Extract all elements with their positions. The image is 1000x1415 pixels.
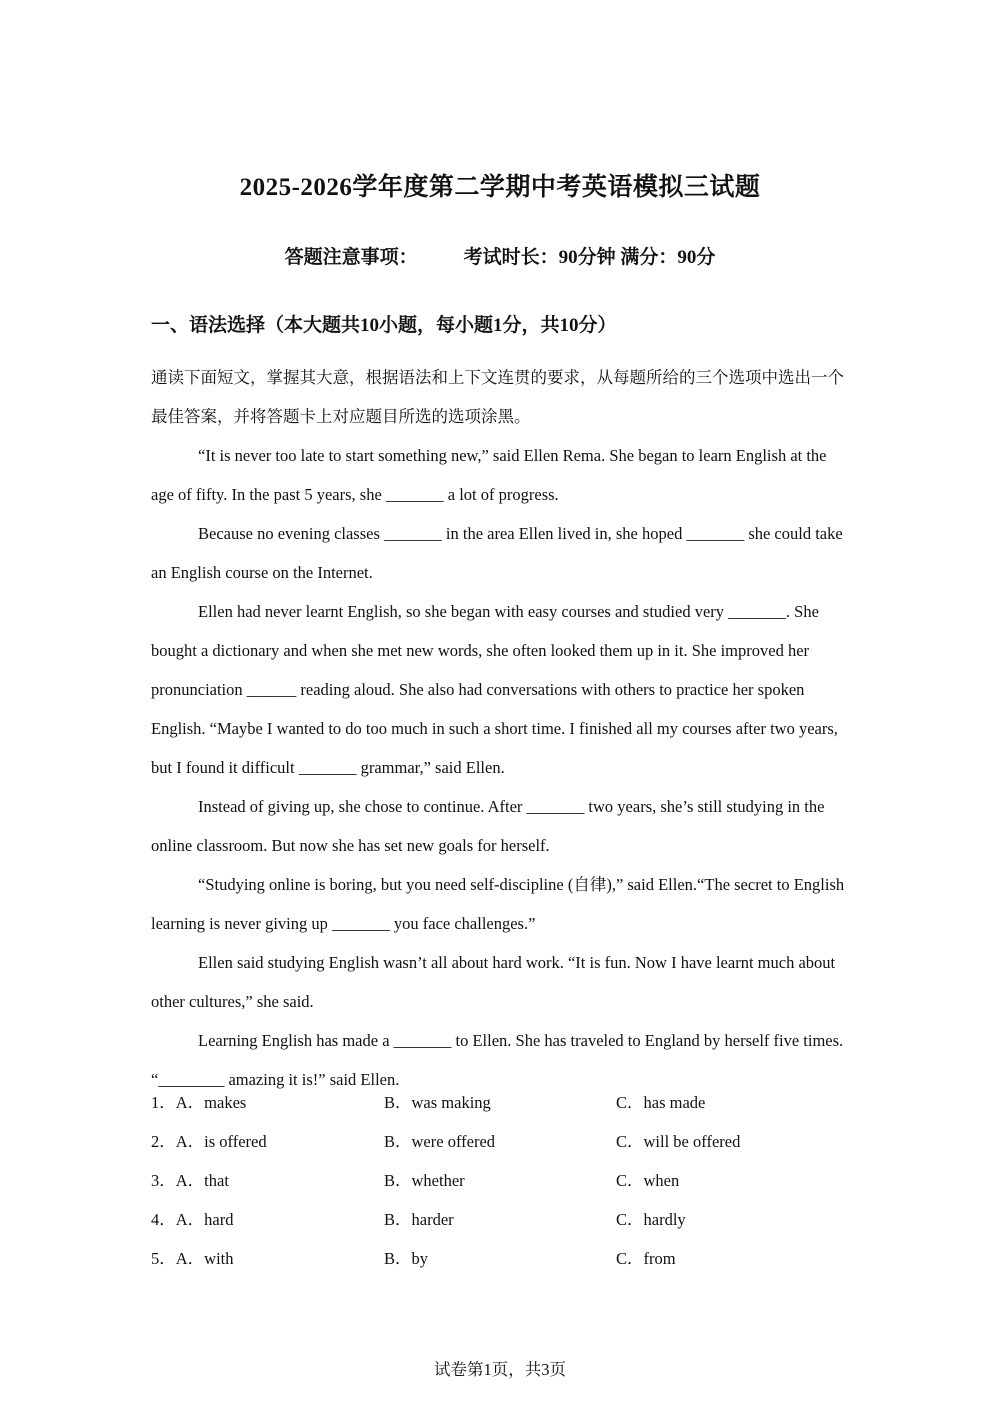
option-a: 2．A．is offered bbox=[151, 1132, 267, 1151]
passage-paragraph: Ellen said studying English wasn’t all about hard work. “It is fun. Now I have learnt much about other cultures,” she said. bbox=[151, 953, 836, 1011]
passage-paragraph: Ellen had never learnt English, so she began with easy courses and studied very _______. She bought a dictionary and when she met new words, she often looked them up in it. She improved her pronunciation ______ reading aloud. She also had conversations with others to practice her spoken English. “Maybe I wanted to do too much in such a short time. I finished all my courses after two years, but I found it difficult _______ grammar,” said Ellen. bbox=[151, 602, 838, 777]
option-c: C．will be offered bbox=[616, 1132, 741, 1151]
question-row bbox=[151, 1122, 851, 1161]
passage-paragraph: “Studying online is boring, but you need self-discipline (自律),” said Ellen.“The secret to English learning is never giving up _______ you face challenges.” bbox=[151, 875, 845, 933]
exam-info: 考试时长：90分钟 满分：90分 bbox=[463, 247, 716, 268]
passage-paragraph: Because no evening classes _______ in the area Ellen lived in, she hoped _______ she could take an English course on the Internet. bbox=[151, 524, 843, 582]
page-footer: 试卷第1页，共3页 bbox=[434, 1360, 566, 1379]
question-options bbox=[151, 1083, 851, 1278]
option-a: 1．A．makes bbox=[151, 1093, 247, 1112]
section-instructions: 通读下面短文，掌握其大意，根据语法和上下文连贯的要求，从每题所给的三个选项中选出一个最佳答案，并将答题卡上对应题目所选的选项涂黑。 bbox=[151, 368, 844, 426]
exam-title: 2025-2026学年度第二学期中考英语模拟三试题 bbox=[239, 174, 761, 201]
question-row bbox=[151, 1200, 851, 1239]
exam-notice bbox=[0, 242, 1000, 269]
option-a: 5．A．with bbox=[151, 1249, 234, 1268]
reading-passage bbox=[151, 436, 846, 1099]
passage-paragraph: Learning English has made a _______ to Ellen. She has traveled to England by herself five times. “________ amazing it is!” said Ellen. bbox=[151, 1031, 844, 1089]
question-row bbox=[151, 1161, 851, 1200]
option-c: C．from bbox=[616, 1249, 676, 1268]
notice-label: 答题注意事项： bbox=[284, 247, 418, 268]
option-a: 3．A．that bbox=[151, 1171, 229, 1190]
option-c: C．has made bbox=[616, 1093, 706, 1112]
option-b: B．were offered bbox=[384, 1132, 496, 1151]
passage-paragraph: Instead of giving up, she chose to continue. After _______ two years, she’s still studying in the online classroom. But now she has set new goals for herself. bbox=[151, 797, 825, 855]
section-heading: 一、语法选择（本大题共10小题，每小题1分，共10分） bbox=[151, 315, 617, 336]
question-row bbox=[151, 1083, 851, 1122]
question-row bbox=[151, 1239, 851, 1278]
passage-paragraph: “It is never too late to start something new,” said Ellen Rema. She began to learn English at the age of fifty. In the past 5 years, she _______ a lot of progress. bbox=[151, 446, 827, 504]
option-b: B．by bbox=[384, 1249, 429, 1268]
option-b: B．whether bbox=[384, 1171, 465, 1190]
option-a: 4．A．hard bbox=[151, 1210, 234, 1229]
option-c: C．hardly bbox=[616, 1210, 686, 1229]
option-b: B．harder bbox=[384, 1210, 454, 1229]
option-c: C．when bbox=[616, 1171, 680, 1190]
option-b: B．was making bbox=[384, 1093, 491, 1112]
